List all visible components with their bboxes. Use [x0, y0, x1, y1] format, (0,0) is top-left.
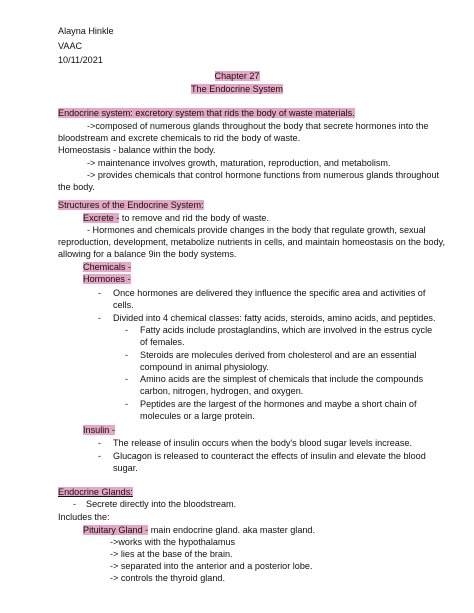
bullet-dash: -	[98, 313, 102, 323]
list-item: of females.	[140, 337, 185, 347]
bullet-dash: -	[98, 451, 102, 461]
list-item: Peptides are the largest of the hormones and maybe a short chain of	[140, 399, 417, 409]
subject-title: The Endocrine System	[191, 84, 283, 94]
bullet-dash: -	[125, 350, 129, 360]
list-item: sugar.	[113, 463, 138, 473]
list-item: carbon, nitrogen, hydrogen, and oxygen.	[140, 386, 304, 396]
text-line: -> separated into the anterior and a posterior lobe.	[110, 561, 313, 571]
pituitary-line: Pituitary Gland - main endocrine gland. aka master gland.	[83, 525, 316, 535]
list-item: Steroids are molecules derived from cholesterol and are an essential	[140, 350, 417, 360]
text-line: ->works with the hypothalamus	[110, 537, 236, 547]
list-item: cells.	[113, 300, 134, 310]
list-item: Glucagon is released to counteract the effects of insulin and elevate the blood	[113, 451, 426, 461]
text-line: bloodstream and excrete chemicals to rid the body of waste.	[58, 133, 301, 143]
endocrine-definition: Endocrine system: excretory system that rids the body of waste materials.	[58, 108, 355, 118]
list-item: Fatty acids include prostaglandins, which are involved in the estrus cycle	[140, 325, 433, 335]
hormones-label: Hormones -	[83, 274, 131, 284]
text-line: -> maintenance involves growth, maturation, reproduction, and metabolism.	[87, 158, 391, 168]
document-date: 10/11/2021	[58, 55, 103, 65]
author-name: Alayna Hinkle	[58, 26, 114, 36]
bullet-dash: -	[125, 374, 129, 384]
bullet-dash: -	[125, 399, 129, 409]
bullet-dash: -	[125, 325, 129, 335]
excrete-line: Excrete - to remove and rid the body of waste.	[83, 213, 270, 223]
glands-heading: Endocrine Glands:	[58, 487, 133, 497]
chemicals-label: Chemicals -	[83, 262, 132, 272]
list-item: molecules or a large protein.	[140, 411, 255, 421]
text-line: -> provides chemicals that control hormone functions from numerous glands throughout	[87, 170, 440, 180]
text-line: - Hormones and chemicals provide changes in the body that regulate growth, sexual	[87, 225, 426, 235]
text-line: the body.	[58, 182, 95, 192]
bullet-dash: -	[98, 288, 102, 298]
chapter-title: Chapter 27	[214, 71, 260, 81]
bullet-dash: -	[73, 499, 77, 509]
text-line: reproduction, development, metabolize nutrients in cells, and maintain homeostasis on the body,	[58, 237, 446, 247]
list-item: Secrete directly into the bloodstream.	[86, 499, 237, 509]
course-name: VAAC	[58, 41, 83, 51]
list-item: The release of insulin occurs when the body's blood sugar levels increase.	[113, 438, 412, 448]
text-line: -> lies at the base of the brain.	[110, 549, 233, 559]
includes-line: Includes the:	[58, 512, 110, 522]
bullet-dash: -	[98, 438, 102, 448]
list-item: Divided into 4 chemical classes: fatty acids, steroids, amino acids, and peptides.	[113, 313, 436, 323]
text-line: -> controls the thyroid gland.	[110, 573, 225, 583]
text-line: ->composed of numerous glands throughout the body that secrete hormones into the	[87, 121, 429, 131]
list-item: Amino acids are the simplest of chemicals that include the compounds	[140, 374, 424, 384]
list-item: Once hormones are delivered they influence the specific area and activities of	[113, 288, 426, 298]
text-line: allowing for a balance 9in the body systems.	[58, 249, 237, 259]
insulin-label: Insulin -	[83, 425, 115, 435]
structures-heading: Structures of the Endocrine System:	[58, 200, 204, 210]
list-item: compound in animal physiology.	[140, 362, 269, 372]
homeostasis-line: Homeostasis - balance within the body.	[58, 145, 216, 155]
